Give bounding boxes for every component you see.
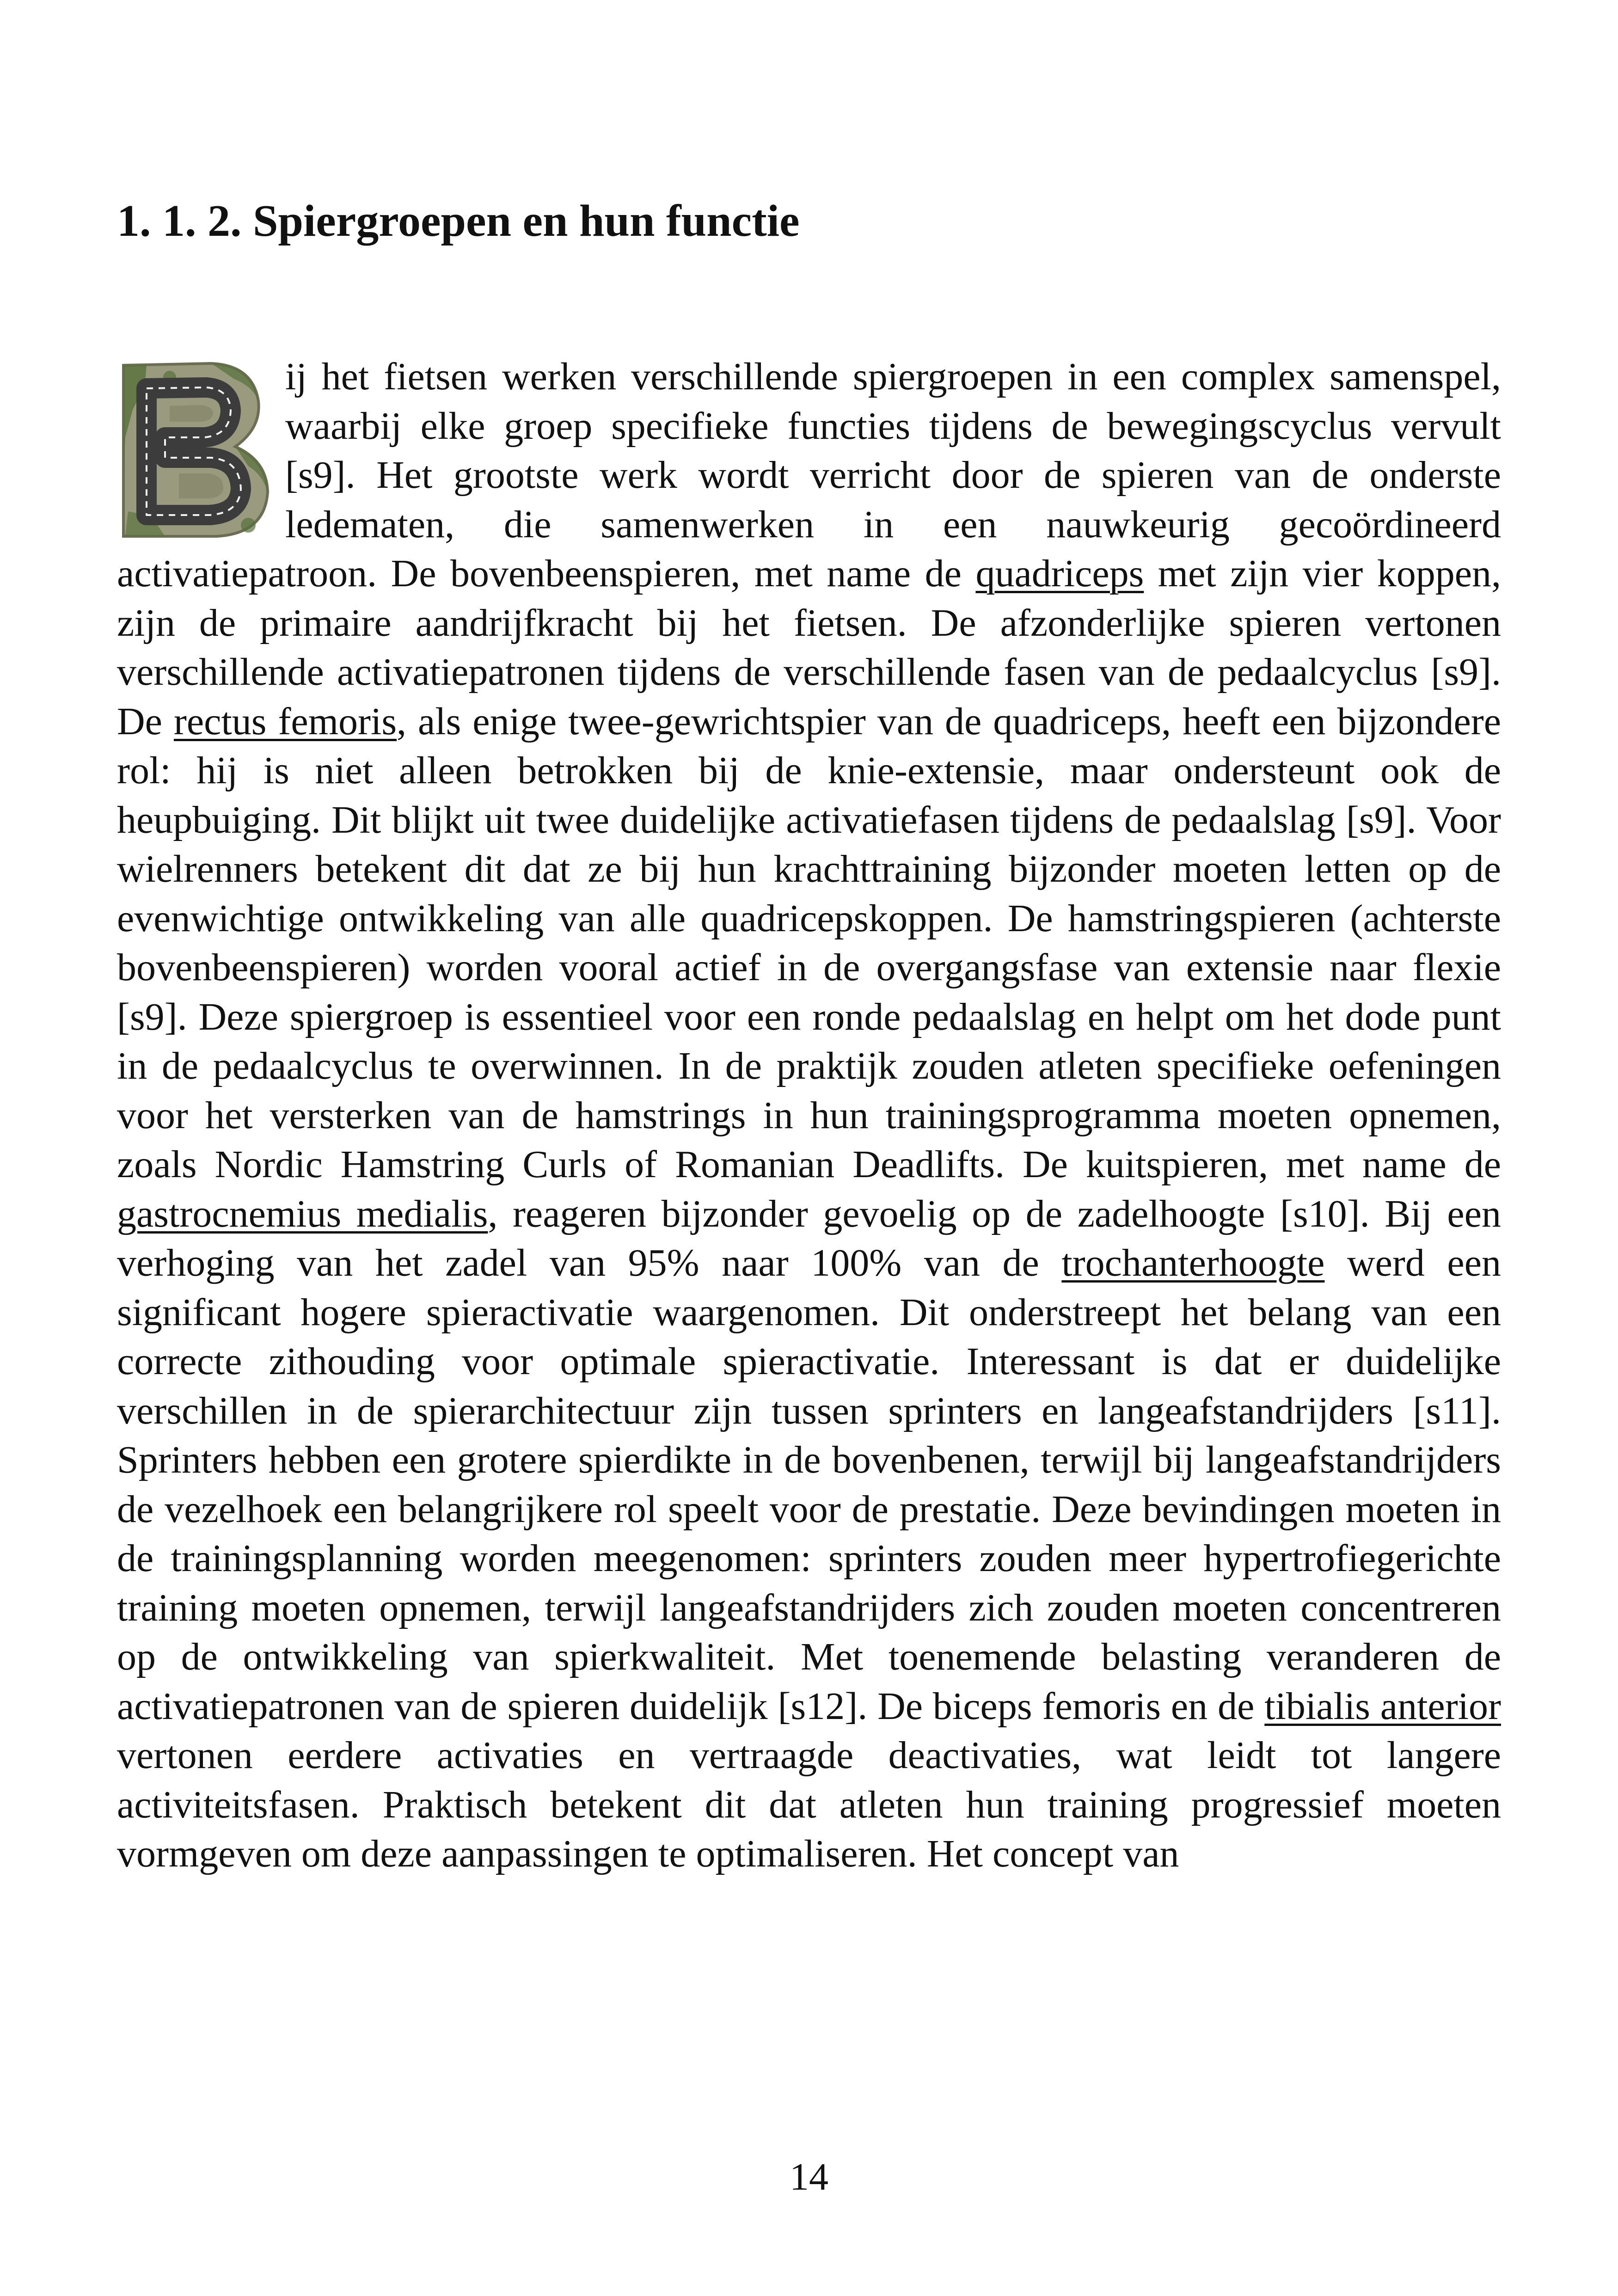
term-link-trochanterhoogte[interactable]: trochanterhoogte [1061,1241,1325,1284]
paragraph-text-2: met zijn vier koppen, zijn de primaire aandrijfkracht bij het fietsen. De afzonderlijke spieren vertonen verschillende activatiepatronen tijdens de verschillende fasen van de pedaalcyclus [s9]. De [117,552,1501,743]
paragraph-text-5: werd een significant hogere spieractivatie waargenomen. Dit onderstreept het belang van een correcte zithouding voor optimale spieractivatie. Interessant is dat er duidelijke verschillen in de spierarchitectuur zijn tussen sprinters en langeafstandrijders [s11]. Sprinters hebben een grotere spierdikte in de bovenbenen, terwijl bij langeafstandrijders de vezelhoek een belangrijkere rol speelt voor de prestatie. Deze bevindingen moeten in de trainingsplanning worden meegenomen: sprinters zouden meer hypertrofiegerichte training moeten opnemen, terwijl langeafstandrijders zich zouden moeten concentreren op de ontwikkeling van spierkwaliteit. Met toenemende belasting veranderen de activatiepatronen van de spieren duidelijk [s12]. De biceps femoris en de [117,1241,1502,1728]
term-link-gastrocnemius-medialis[interactable]: gastrocnemius medialis [117,1192,488,1235]
paragraph-text-1: ij het fietsen werken verschillende spiergroepen in een complex samenspel, waarbij elke groep specifieke functies tijdens de bewegingscyclus vervult [s9]. Het grootste werk wordt verricht door de spieren van de onderste ledematen, die samenwerken in een nauwkeurig gecoördineerd activatiepatroon. De bovenbeenspieren, met name de [117,355,1501,595]
body-paragraph [117,352,1501,1879]
term-link-quadriceps[interactable]: quadriceps [975,552,1144,595]
paragraph-text-3: , als enige twee-gewrichtspier van de quadriceps, heeft een bijzondere rol: hij is niet alleen betrokken bij de knie-extensie, maar ondersteunt ook de heupbuiging. Dit blijkt uit twee duidelijke activatiefasen tijdens de pedaalslag [s9]. Voor wielrenners betekent dit dat ze bij hun krachttraining bijzonder moeten letten op de evenwichtige ontwikkeling van alle quadricepskoppen. De hamstringspieren (achterste bovenbeenspieren) worden vooral actief in de overgangsfase van extensie naar flexie [s9]. Deze spiergroep is essentieel voor een ronde pedaalslag en helpt om het dode punt in de pedaalcyclus te overwinnen. In de praktijk zouden atleten specifieke oefeningen voor het versterken van de hamstrings in hun trainingsprogramma moeten opnemen, zoals Nordic Hamstring Curls of Romanian Deadlifts. De kuitspieren, met name de [117,700,1501,1186]
paragraph-text-6: vertonen eerdere activaties en vertraagde deactivaties, wat leidt tot langere activiteitsfasen. Praktisch betekent dit dat atleten hun training progressief moeten vormgeven om deze aanpassingen te optimaliseren. Het concept van [117,1734,1501,1875]
paragraph-text-4: , reageren bijzonder gevoelig op de zadelhoogte [s10]. Bij een verhoging van het zadel van 95% naar 100% van de [117,1192,1501,1284]
section-heading: 1. 1. 2. Spiergroepen en hun functie [117,196,800,246]
page-number: 14 [790,2155,828,2198]
term-link-tibialis-anterior[interactable]: tibialis anterior [1264,1684,1501,1728]
drop-cap-b-icon [114,359,272,539]
term-link-rectus-femoris[interactable]: rectus femoris [173,700,397,743]
